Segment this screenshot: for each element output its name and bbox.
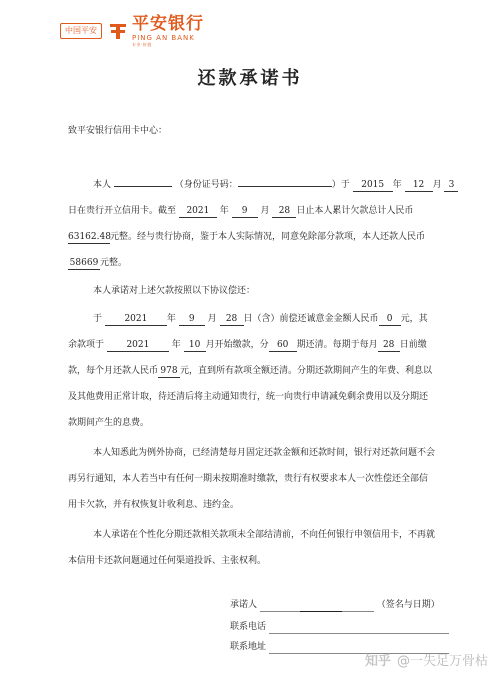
signature-field[interactable] (300, 611, 342, 612)
open-year: 2015 (353, 180, 393, 192)
p1-line1: 本人 （身份证号码： ）于 2015 年 12 月 3 (93, 178, 458, 192)
deposit-day: 28 (220, 314, 244, 326)
name-blank (114, 186, 172, 187)
bank-logo (60, 13, 204, 47)
logo-english-name: PING AN BANK (132, 33, 195, 42)
p4-line2: 再另行通知，本人若当中有任何一期未按期准时缴款，贵行有权要求本人一次性偿还全部信 (68, 474, 429, 484)
p4-line3: 用卡欠款，并有权恢复计收利息、违约金。 (68, 500, 240, 510)
monthly-payday: 28 (378, 340, 400, 352)
watermark-author: @一失足万骨枯 (396, 654, 488, 669)
p1-line2: 日在贵行开立信用卡。截至 2021 年 9 月 28 日止本人累计欠款总计人民币 (68, 206, 414, 216)
logo-chinese-name: 平安银行 (132, 13, 204, 34)
zhihu-watermark (365, 650, 488, 669)
installment-start-month: 10 (184, 340, 206, 352)
logo-tagline: 专业·价值 (132, 41, 152, 47)
signature-note: （签名与日期） (376, 600, 440, 610)
deposit-amount: 0 (379, 314, 401, 326)
open-month: 12 (405, 180, 433, 192)
installment-start-year: 2021 (107, 340, 169, 352)
p3-line3: 款，每个月还款人民币 978 元，直到所有款项全额还清。分期还款期间产生的年费、利息以 (68, 366, 433, 376)
p3-line4: 及其他费用正常计取，待还清后将主动通知贵行，统一向贵行申请减免剩余费用以及分期还 (68, 392, 429, 402)
salutation: 致平安银行信用卡中心： (68, 126, 168, 136)
deposit-year: 2021 (105, 314, 167, 326)
page-title: 还款承诺书 (197, 68, 303, 89)
p3-line2: 余款项于 2021 年 10 月开始缴款，分 60 期还清。每期于每月 28 日前缴 (68, 340, 427, 350)
phone-row (230, 620, 449, 634)
installment-periods: 60 (269, 340, 297, 352)
ping-an-group-badge: 中国平安 (60, 23, 102, 39)
total-debt-amount: 63162.48 (68, 232, 111, 242)
p4-line1: 本人知悉此为例外协商，已经清楚每月固定还款金额和还款时间，银行对还款问题不会 (93, 448, 436, 458)
address-label: 联系地址 (230, 642, 267, 652)
phone-field[interactable] (269, 633, 449, 634)
p2-line: 本人承诺对上述欠款按照以下协议偿还： (93, 286, 256, 296)
p1-line4: 58669 元整。 (69, 258, 128, 268)
signature-row (230, 598, 440, 612)
as-of-month: 9 (232, 206, 258, 218)
p5-line2: 本信用卡还款问题通过任何渠道投诉、主张权利。 (68, 556, 267, 566)
as-of-day: 28 (272, 206, 296, 218)
logo-wordmark (132, 13, 204, 47)
ping-an-logo-icon (108, 21, 128, 41)
promiser-label: 承诺人 (230, 600, 258, 610)
repay-amount: 58669 (69, 258, 99, 268)
monthly-amount: 978 (158, 366, 180, 378)
p5-line1: 本人承诺在个性化分期还款相关款项未全部结清前，不向任何银行申领信用卡，不再就 (93, 530, 436, 540)
as-of-year: 2021 (179, 206, 217, 218)
zhihu-logo: 知乎 (364, 654, 391, 669)
p1-line3: 63162.48元整。经与贵行协商，鉴于本人实际情况，同意免除部分款项，本人还款人民币 (68, 232, 426, 242)
p3-line5: 款期间产生的息费。 (68, 418, 150, 428)
open-day: 3 (444, 180, 458, 192)
id-number-blank (238, 186, 332, 187)
deposit-month: 9 (179, 314, 205, 326)
phone-label: 联系电话 (230, 622, 267, 632)
p3-line1: 于 2021 年 9 月 28 日（含）前偿还诚意金金额人民币 0 元，其 (93, 314, 428, 324)
